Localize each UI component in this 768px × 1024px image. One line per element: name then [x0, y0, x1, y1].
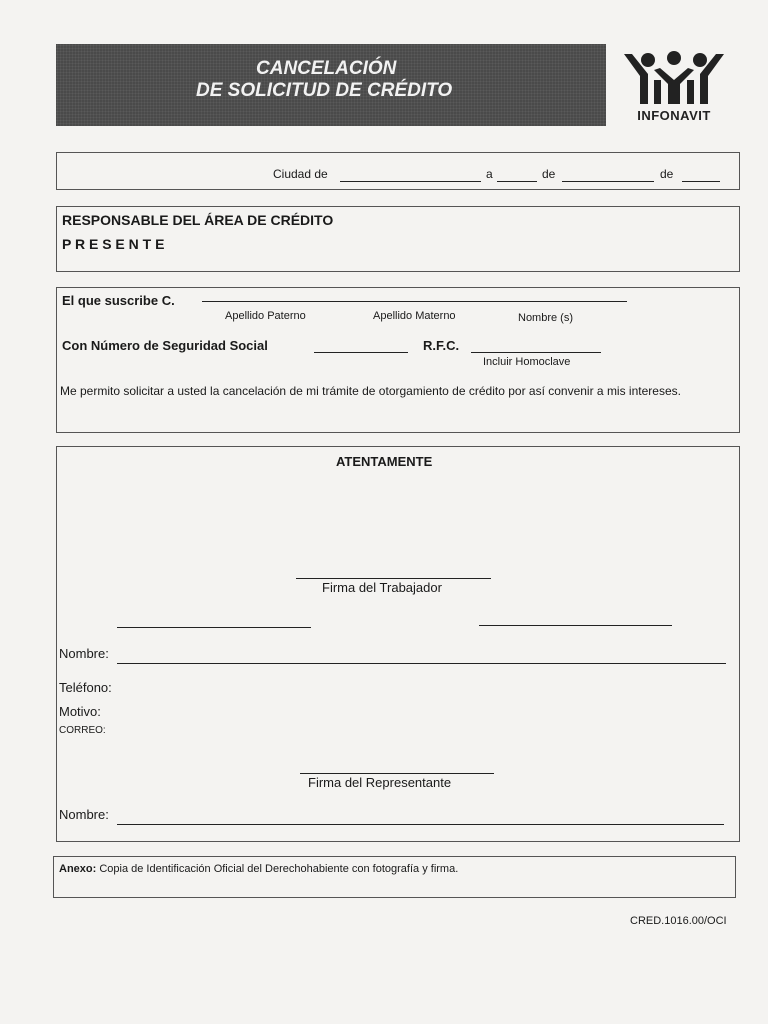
full-name-field[interactable]	[202, 301, 627, 302]
homoclave-caption: Incluir Homoclave	[483, 356, 571, 368]
form-title: CANCELACIÓN DE SOLICITUD DE CRÉDITO	[196, 58, 453, 101]
annex-description: Copia de Identificación Oficial del Derechohabiente con fotografía y firma.	[99, 863, 459, 875]
month-field[interactable]	[562, 181, 654, 182]
ciudad-label: Ciudad de	[273, 167, 328, 181]
nombre-field[interactable]	[117, 663, 726, 664]
atentamente-label: ATENTAMENTE	[336, 454, 433, 469]
apellido-materno-caption: Apellido Materno	[373, 310, 456, 322]
representative-signature-caption: Firma del Representante	[308, 775, 452, 790]
apellido-paterno-caption: Apellido Paterno	[225, 310, 306, 322]
date-box	[56, 152, 740, 190]
header-banner	[56, 44, 606, 126]
nombre2-label: Nombre:	[59, 807, 109, 822]
telefono-label: Teléfono:	[59, 680, 112, 695]
blank-line-right[interactable]	[479, 625, 672, 626]
request-text: Me permito solicitar a usted la cancelación de mi trámite de otorgamiento de crédito por así convenir a mis intereses.	[60, 384, 681, 398]
infonavit-logo	[618, 48, 730, 124]
rfc-label: R.F.C.	[423, 338, 460, 353]
rfc-field[interactable]	[471, 352, 601, 353]
year-field[interactable]	[682, 181, 720, 182]
nombre-label: Nombre:	[59, 646, 109, 661]
correo-label: CORREO:	[59, 725, 106, 736]
annex-text	[59, 863, 458, 875]
form-code: CRED.1016.00/OCI	[630, 915, 727, 927]
worker-signature-line[interactable]	[296, 578, 491, 579]
a-label: a	[486, 167, 493, 181]
addressee-line-2: P R E S E N T E	[62, 236, 165, 252]
nombre2-field[interactable]	[117, 824, 724, 825]
representative-signature-line[interactable]	[300, 773, 494, 774]
day-field[interactable]	[497, 181, 537, 182]
addressee-line-1: RESPONSABLE DEL ÁREA DE CRÉDITO	[62, 212, 334, 228]
de-label-2: de	[660, 167, 674, 181]
nombre-caption: Nombre (s)	[518, 312, 574, 324]
annex-label: Anexo:	[59, 863, 97, 875]
logo-text: INFONAVIT	[637, 108, 711, 123]
de-label-1: de	[542, 167, 556, 181]
nss-label: Con Número de Seguridad Social	[62, 338, 268, 353]
infonavit-logo-icon	[618, 48, 730, 108]
blank-line-left[interactable]	[117, 627, 311, 628]
ciudad-field[interactable]	[340, 181, 481, 182]
nss-field[interactable]	[314, 352, 408, 353]
motivo-label: Motivo:	[59, 704, 101, 719]
worker-signature-caption: Firma del Trabajador	[322, 580, 442, 595]
suscribe-label: El que suscribe C.	[62, 293, 175, 308]
applicant-box	[56, 287, 740, 433]
